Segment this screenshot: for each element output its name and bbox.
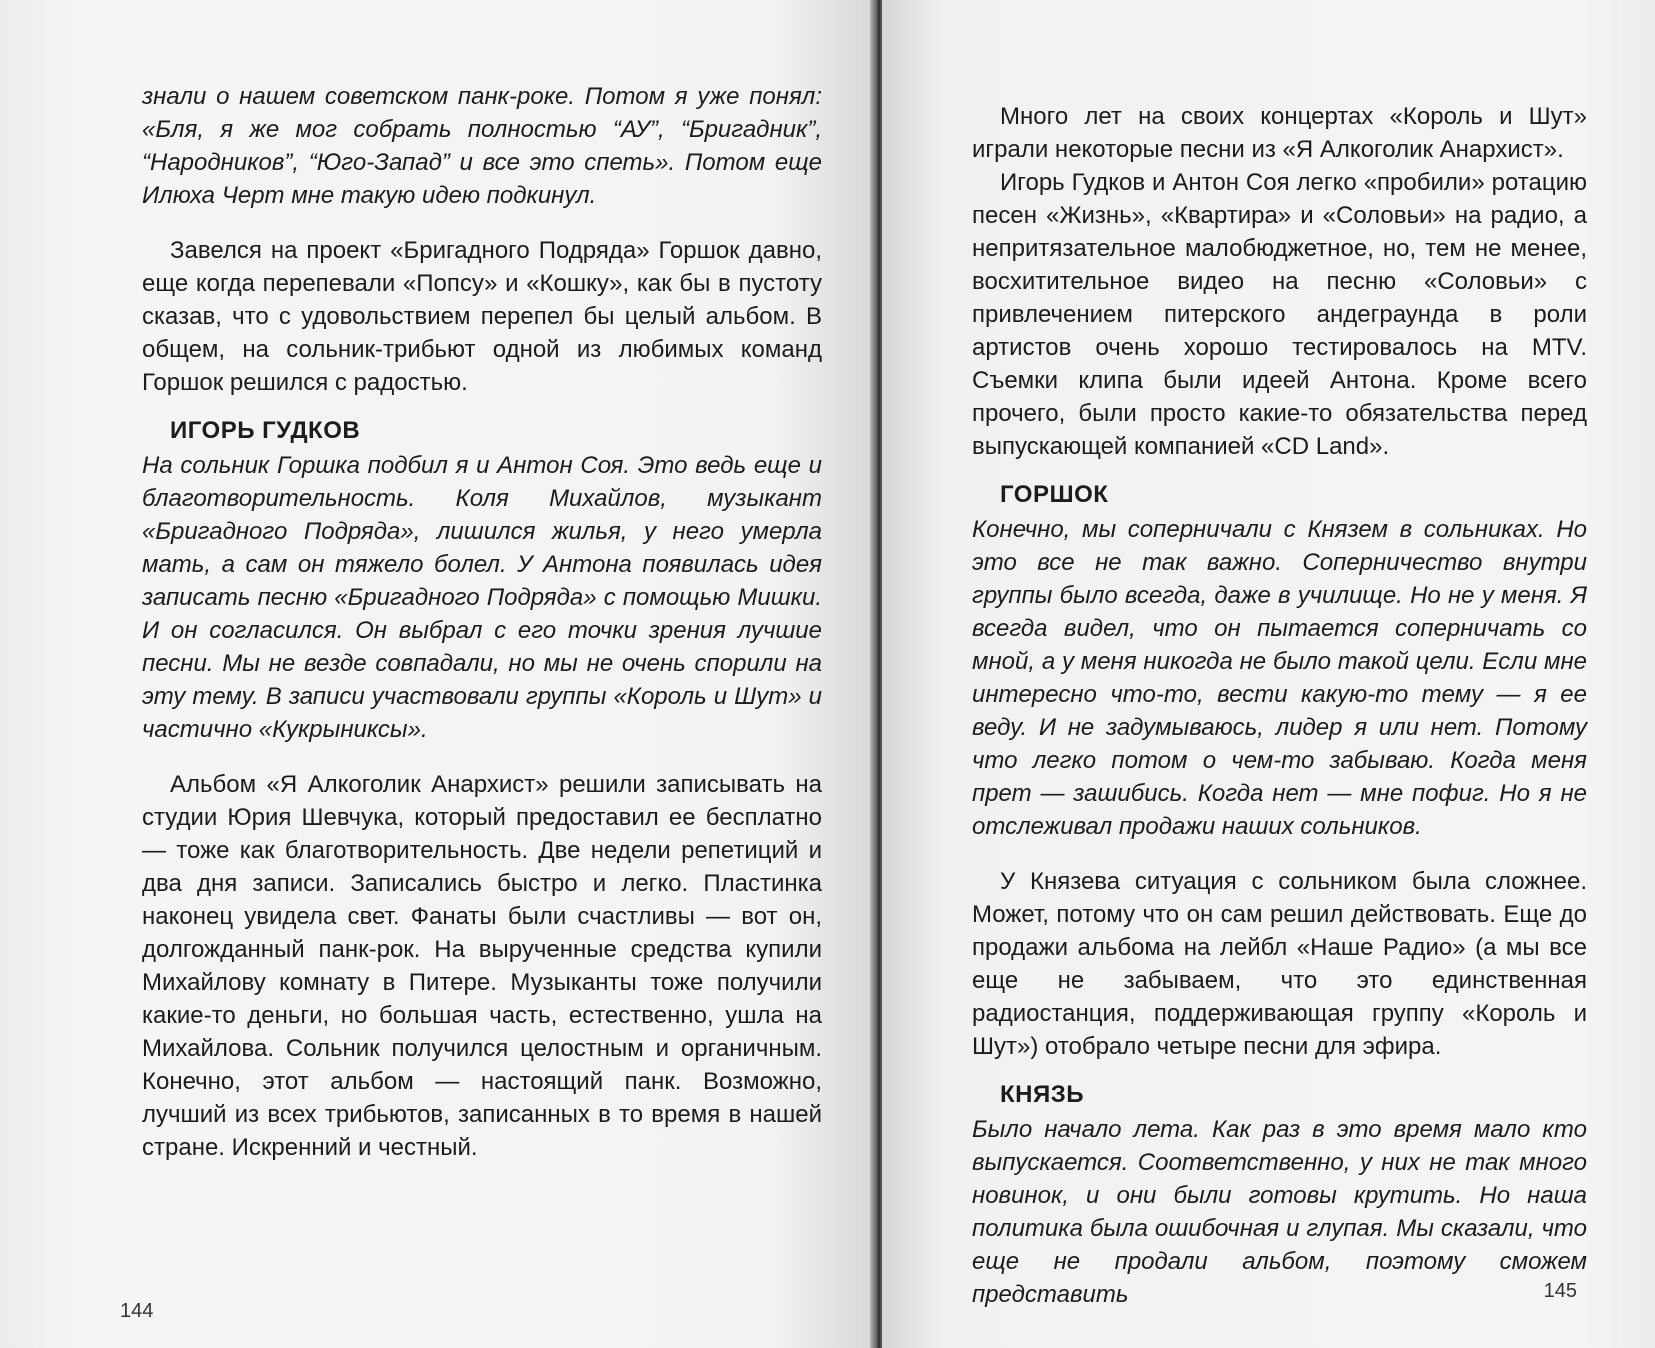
- quote-gorshok: Конечно, мы соперничали с Князем в сольниках. Но это все не так важно. Соперничество внутри группы было всегда, даже в училище. Но не у меня. Я всегда видел, что он пытается соперничать со мной, а у меня никогда не было такой цели. Если мне интересно что-то, вести какую-то тему — я ее веду. И не задумываюсь, лидер я или нет. Потому что легко потом о чем-то забываю. Когда меня прет — зашибись. Когда нет — мне пофиг. Но я не отслеживал продажи наших сольников.: [972, 516, 1587, 840]
- left-paragraph-2: Завелся на проект «Бригадного Подряда» Горшок давно, еще когда перепевали «Попсу» и «Кошку», как бы в пустоту сказав, что с удовольствием перепел бы целый альбом. В общем, на сольник-трибьют одной из любимых команд Горшок решился с радостью.: [142, 237, 822, 396]
- quote-knyaz: Было начало лета. Как раз в это время мало кто выпускается. Соответственно, у них не так много новинок, и они были готовы крутить. Но наша политика была ошибочная и глупая. Мы сказали, что еще не продали альбом, поэтому сможем представить: [972, 1116, 1587, 1308]
- heading-gorshok: ГОРШОК: [1000, 481, 1109, 508]
- right-paragraph-1: Много лет на своих концертах «Король и Шут» играли некоторые песни из «Я Алкоголик Анархист».: [972, 103, 1587, 163]
- left-quote-continuation: знали о нашем советском панк-роке. Потом я уже понял: «Бля, я же мог собрать полностью “АУ”, “Бригадник”, “Народников”, “Юго-Запад” и все это спеть». Потом еще Илюха Черт мне такую идею подкинул.: [142, 83, 822, 209]
- heading-knyaz: КНЯЗЬ: [1000, 1081, 1085, 1108]
- quote-igor-gudkov: На сольник Горшка подбил я и Антон Соя. Это ведь еще и благотворительность. Коля Михайлов, музыкант «Бригадного Подряда», лишился жилья, у него умерла мать, а сам он тяжело болел. У Антона появилась идея записать песню «Бригадного Подряда» с помощью Мишки. И он согласился. Он выбрал с его точки зрения лучшие песни. Мы не везде совпадали, но мы не очень спорили на эту тему. В записи участвовали группы «Король и Шут» и частично «Кукрыниксы».: [142, 452, 822, 743]
- left-page-text: [142, 80, 822, 1164]
- page-number-right: 145: [1543, 1280, 1577, 1302]
- heading-igor-gudkov: ИГОРЬ ГУДКОВ: [170, 417, 361, 444]
- right-paragraph-3: У Князева ситуация с сольником была сложнее. Может, потому что он сам решил действовать. Еще до продажи альбома на лейбл «Наше Радио» (а мы все еще не забываем, что это единственная радиостанция, поддерживающая группу «Король и Шут») отобрало четыре песни для эфира.: [972, 868, 1587, 1060]
- left-paragraph-3: Альбом «Я Алкоголик Анархист» решили записывать на студии Юрия Шевчука, который предоставил ее бесплатно — тоже как благотворительность. Две недели репетиций и два дня записи. Записались быстро и легко. Пластинка наконец увидела свет. Фанаты были счастливы — вот он, долгожданный панк-рок. На вырученные средства купили Михайлову комнату в Питере. Музыканты тоже получили какие-то деньги, но большая часть, естественно, ушла на Михайлова. Сольник получился целостным и органичным. Конечно, этот альбом — настоящий панк. Возможно, лучший из всех трибьютов, записанных в то время в нашей стране. Искренний и честный.: [142, 771, 822, 1161]
- right-paragraph-2: Игорь Гудков и Антон Соя легко «пробили» ротацию песен «Жизнь», «Квартира» и «Соловьи» на радио, а непритязательное малобюджетное, но, тем не менее, восхитительное видео на песню «Соловьи» с привлечением питерского андеграунда в роли артистов очень хорошо тестировалось на MTV. Съемки клипа были идеей Антона. Кроме всего прочего, были просто какие-то обязательства перед выпускающей компанией «CD Land».: [972, 169, 1587, 460]
- page-number-left: 144: [120, 1300, 154, 1322]
- right-page-text: [972, 100, 1587, 1311]
- right-page: [882, 0, 1655, 1348]
